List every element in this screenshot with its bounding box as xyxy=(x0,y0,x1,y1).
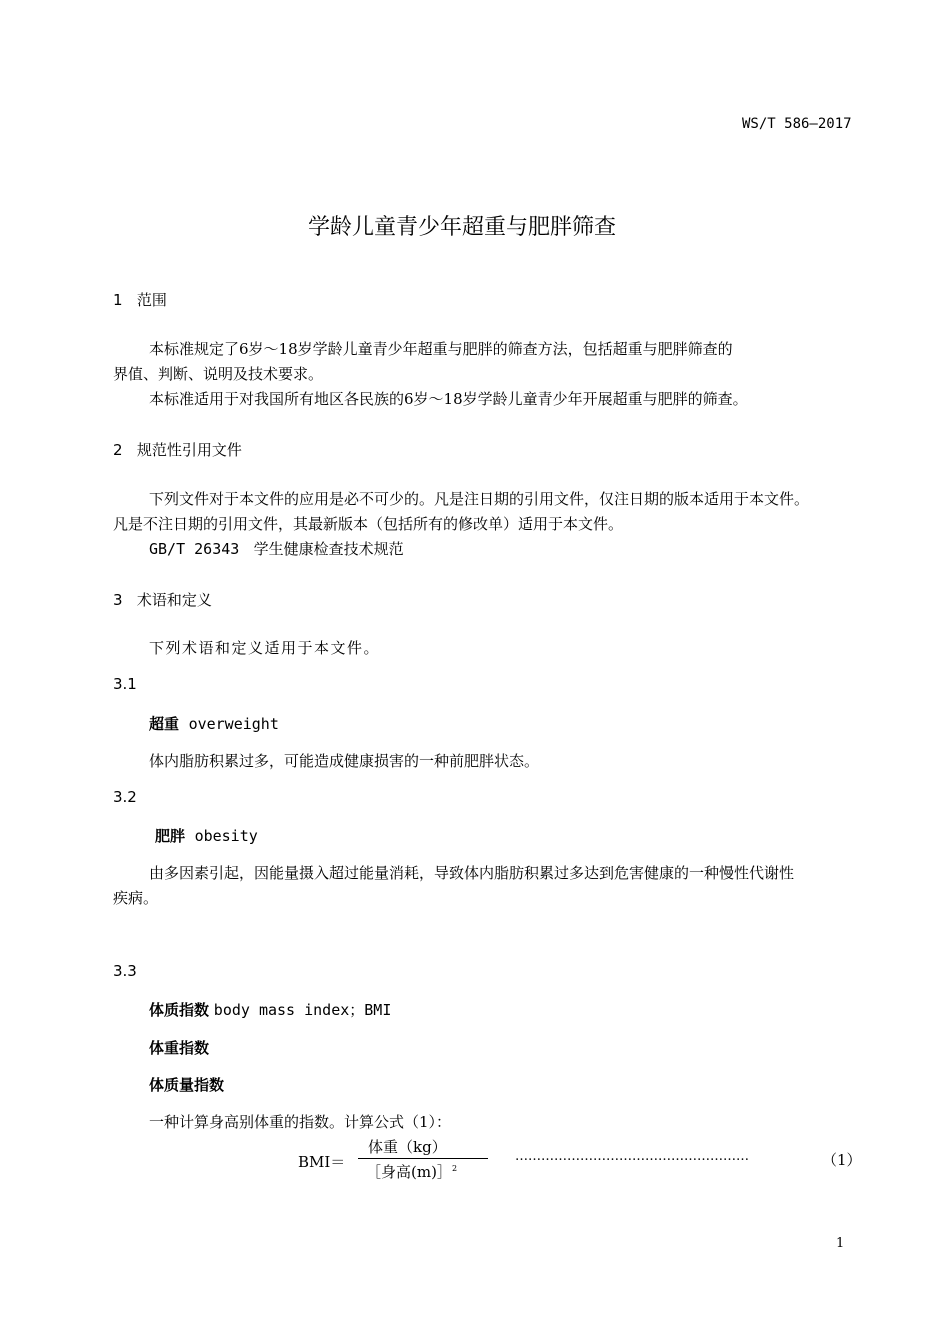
term-definition: 疾病。 xyxy=(113,889,159,907)
paragraph: 凡是不注日期的引用文件，其最新版本（包括所有的修改单）适用于本文件。 xyxy=(113,515,624,533)
formula-denominator: ［身高(m)］$^2$ xyxy=(366,1163,458,1181)
section-3-heading: 3 术语和定义 xyxy=(113,591,212,609)
formula-lhs: BMI＝ xyxy=(298,1153,346,1171)
term-number: 3.3 xyxy=(113,962,137,980)
paragraph: 本标准规定了6岁～18岁学龄儿童青少年超重与肥胖的筛查方法，包括超重与肥胖筛查的 xyxy=(149,340,733,358)
term-definition: 一种计算身高别体重的指数。计算公式（1）： xyxy=(149,1113,452,1131)
section-2-heading: 2 规范性引用文件 xyxy=(113,441,242,459)
term-alias: 体重指数 xyxy=(149,1039,210,1057)
paragraph: 下列文件对于本文件的应用是必不可少的。凡是注日期的引用文件，仅注日期的版本适用于本文件。 xyxy=(149,490,810,508)
reference-item: GB/T 26343 学生健康检查技术规范 xyxy=(149,540,404,558)
term-alias: 体质量指数 xyxy=(149,1076,225,1094)
fraction-bar xyxy=(358,1158,488,1159)
term-number: 3.2 xyxy=(113,788,137,806)
term-heading: 体质指数 body mass index；BMI xyxy=(149,1001,392,1019)
section-1-heading: 1 范围 xyxy=(113,291,167,309)
term-heading: 超重 overweight xyxy=(149,715,279,733)
paragraph: 下列术语和定义适用于本文件。 xyxy=(149,639,381,657)
paragraph: 本标准适用于对我国所有地区各民族的6岁～18岁学龄儿童青少年开展超重与肥胖的筛查。 xyxy=(149,390,748,408)
page-number: 1 xyxy=(836,1236,845,1251)
formula-number: （1） xyxy=(822,1151,862,1169)
term-number: 3.1 xyxy=(113,675,137,693)
paragraph: 界值、判断、说明及技术要求。 xyxy=(113,365,324,383)
page-title: 学龄儿童青少年超重与肥胖筛查 xyxy=(308,215,617,240)
term-definition: 由多因素引起，因能量摄入超过能量消耗，导致体内脂肪积累过多达到危害健康的一种慢性代谢性 xyxy=(149,864,795,882)
term-heading: 肥胖 obesity xyxy=(155,827,258,845)
term-definition: 体内脂肪积累过多，可能造成健康损害的一种前肥胖状态。 xyxy=(149,752,540,770)
formula-leader: ……………………………………………… xyxy=(515,1149,749,1164)
formula-numerator: 体重（kg） xyxy=(368,1138,447,1156)
document-code: WS/T 586—2017 xyxy=(742,116,852,132)
